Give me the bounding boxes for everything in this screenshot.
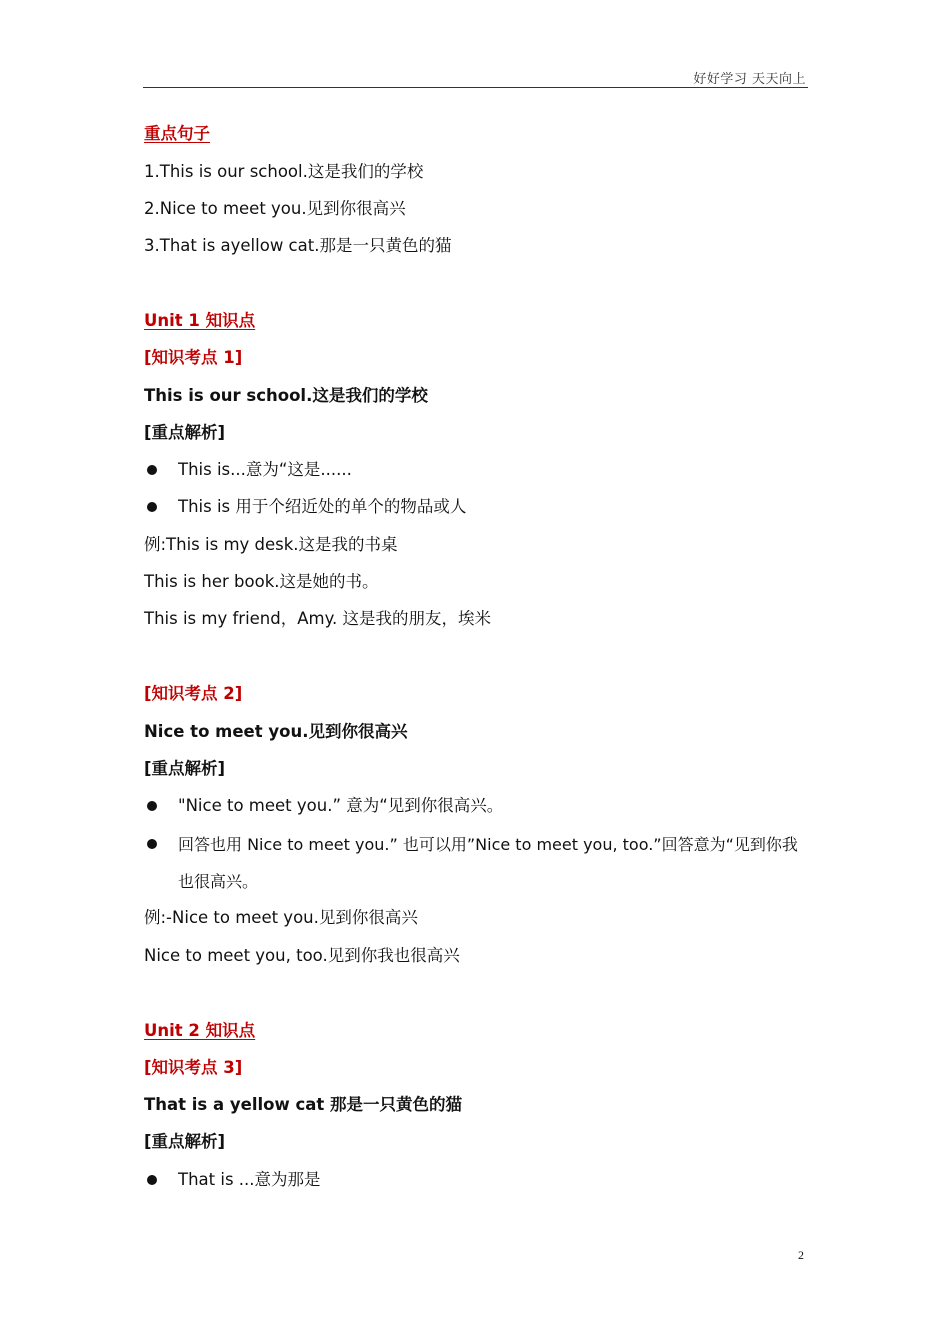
bullet-icon [147, 465, 157, 475]
point3-label: [知识考点 3] [144, 1058, 243, 1077]
unit2-title: Unit 2 知识点 [144, 1021, 256, 1040]
point3-sentence: That is a yellow cat 那是一只黄色的猫 [144, 1095, 462, 1114]
bullet-icon [147, 502, 157, 512]
point2-label: [知识考点 2] [144, 684, 243, 703]
key-sentence-1: 1.This is our school.这是我们的学校 [144, 162, 424, 181]
bullet-text: 回答也用 Nice to meet you.” 也可以用”Nice to meet you, too.”回答意为“见到你我也很高兴。 [178, 835, 798, 891]
bullet-icon [147, 801, 157, 811]
key-sentence-2: 2.Nice to meet you.见到你很高兴 [144, 199, 406, 218]
key-sentences-title: 重点句子 [144, 124, 210, 143]
point1-example-2: This is her book.这是她的书。 [144, 572, 379, 591]
point3-analysis-label: [重点解析] [144, 1132, 226, 1151]
point1-example-1: 例:This is my desk.这是我的书桌 [144, 535, 398, 554]
point1-example-3: This is my friend，Amy. 这是我的朋友，埃米 [144, 609, 491, 628]
point2-analysis-label: [重点解析] [144, 759, 226, 778]
bullet-icon [147, 839, 157, 849]
bullet-text: This is 用于个绍近处的单个的物品或人 [178, 497, 467, 516]
bullet-icon [147, 1175, 157, 1185]
page-header [143, 66, 808, 88]
point1-label: [知识考点 1] [144, 348, 243, 367]
point2-example-2: Nice to meet you, too.见到你我也很高兴 [144, 946, 460, 965]
unit1-title: Unit 1 知识点 [144, 311, 256, 330]
point1-sentence: This is our school.这是我们的学校 [144, 386, 428, 405]
key-sentence-3: 3.That is ayellow cat.那是一只黄色的猫 [144, 236, 452, 255]
page-number: 2 [798, 1248, 804, 1262]
bullet-text: "Nice to meet you.” 意为“见到你很高兴。 [178, 796, 504, 815]
bullet-text: That is ...意为那是 [178, 1170, 321, 1189]
bullet-text: This is...意为“这是...... [178, 460, 352, 479]
point2-example-1: 例:-Nice to meet you.见到你很高兴 [144, 908, 418, 927]
point1-analysis-label: [重点解析] [144, 423, 226, 442]
header-motto: 好好学习 天天向上 [693, 72, 806, 87]
point2-sentence: Nice to meet you.见到你很高兴 [144, 722, 408, 741]
